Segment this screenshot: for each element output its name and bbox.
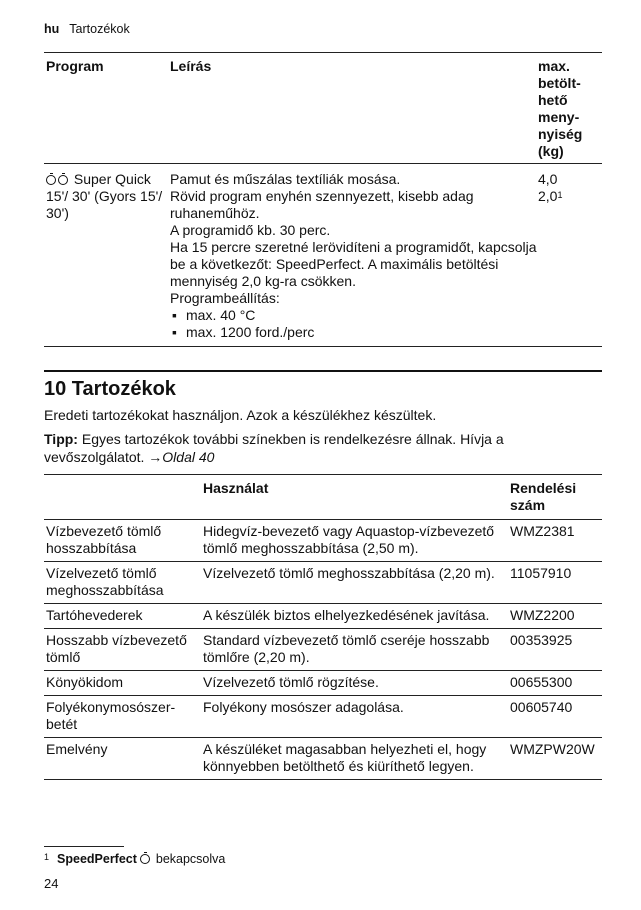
accessory-use: Folyékony mosószer adagolása. (203, 699, 404, 715)
list-item: ▪ max. 1200 ford./perc (170, 324, 538, 341)
header-title: Tartozékok (69, 22, 130, 36)
accessory-use: A készüléket magasabban helyezheti el, hogy könnyebben betölthető és kiüríthető legyen. (203, 741, 487, 774)
accessory-name: Vízbevezető tömlő hosszabbítása (46, 523, 162, 556)
tip-label: Tipp: (44, 431, 78, 447)
table-row (44, 671, 602, 696)
accessory-name: Könyökidom (46, 674, 124, 690)
footnote-divider (44, 846, 124, 847)
running-header (44, 22, 130, 36)
accessory-use: Hidegvíz-bevezető vagy Aquastop-vízbevezető tömlő meghosszabbítása (2,50 m). (203, 523, 495, 556)
program-cell (44, 171, 170, 341)
accessory-code: 00605740 (510, 699, 573, 715)
section-title: 10 Tartozékok (44, 378, 176, 400)
desc-line: Pamut és műszálas textíliák mosása. (170, 171, 401, 187)
col-usage: Használat (203, 480, 269, 496)
footnote-ref[interactable]: 1 (557, 190, 563, 200)
footnote-label: SpeedPerfect (57, 852, 137, 866)
col-description: Leírás (170, 58, 212, 74)
table-row (44, 520, 602, 562)
program-table (44, 52, 602, 347)
desc-line: Ha 15 percre szeretné lerövidíteni a programidőt, kapcsolja be a következőt: SpeedPerfect. A maximális betöltési mennyiség 2,0 kg-ra csökken. (170, 239, 537, 289)
col-program: Program (46, 58, 104, 74)
accessory-name: Emelvény (46, 741, 108, 757)
accessory-use: Standard vízbevezető tömlő cseréje hosszabb tömlőre (2,20 m). (203, 632, 490, 665)
tip-text: Egyes tartozékok további színekben is rendelkezésre állnak. Hívja a vevőszolgálatot. (44, 431, 504, 465)
accessory-name: Tartóhevederek (46, 607, 143, 623)
load-normal: 4,0 (538, 171, 558, 187)
table-row (44, 604, 602, 629)
intro-paragraph: Eredeti tartozékokat használjon. Azok a készülékhez készültek. (44, 407, 437, 423)
table-row (44, 696, 602, 738)
accessory-name: Vízelvezető tömlő meghosszabbítása (46, 565, 164, 598)
timer-icon (46, 175, 56, 185)
accessory-code: WMZPW20W (510, 741, 595, 757)
accessory-use: Vízelvezető tömlő meghosszabbítása (2,20 m). (203, 565, 495, 581)
load-cell (538, 171, 602, 341)
description-cell (170, 171, 538, 341)
timer-icon (140, 854, 150, 864)
program-table-header (44, 53, 602, 164)
accessory-name: Hosszabb vízbevezető tömlő (46, 632, 187, 665)
table-row (44, 738, 602, 780)
timer-icon (58, 175, 68, 185)
accessory-table (44, 474, 602, 780)
footnote-number: 1 (44, 852, 50, 862)
desc-line: A programidő kb. 30 perc. (170, 222, 331, 238)
program-row (44, 164, 602, 347)
col-name (44, 480, 203, 514)
col-max-load: max. betölt-hető meny-nyiség (kg) (538, 58, 583, 159)
accessory-code: WMZ2200 (510, 607, 575, 623)
section-heading (44, 370, 602, 403)
table-row (44, 562, 602, 604)
table-row (44, 629, 602, 671)
footnote-text: bekapcsolva (152, 852, 226, 866)
accessory-code: 00353925 (510, 632, 573, 648)
desc-line: Rövid program enyhén szennyezett, kisebb adag ruhaneműhöz. (170, 188, 474, 221)
accessory-use: A készülék biztos elhelyezkedésének javítása. (203, 607, 490, 623)
program-name: Super Quick 15'/ 30' (Gyors 15'/ 30') (46, 171, 163, 221)
footnote (44, 852, 225, 866)
language-code: hu (44, 22, 60, 36)
page-link[interactable]: →Oldal 40 (148, 449, 215, 465)
accessory-table-header (44, 475, 602, 520)
settings-list (170, 307, 538, 341)
list-item: ▪ max. 40 °C (170, 307, 538, 324)
accessory-code: 11057910 (510, 565, 572, 581)
accessory-code: WMZ2381 (510, 523, 575, 539)
desc-line: Programbeállítás: (170, 290, 280, 306)
col-order-number: Rendelési szám (510, 480, 577, 513)
page-number: 24 (44, 876, 59, 891)
load-reduced: 2,0 (538, 188, 558, 204)
tip-paragraph (44, 430, 602, 466)
accessory-name: Folyékonymosószer-betét (46, 699, 176, 732)
accessory-use: Vízelvezető tömlő rögzítése. (203, 674, 379, 690)
accessory-code: 00655300 (510, 674, 573, 690)
